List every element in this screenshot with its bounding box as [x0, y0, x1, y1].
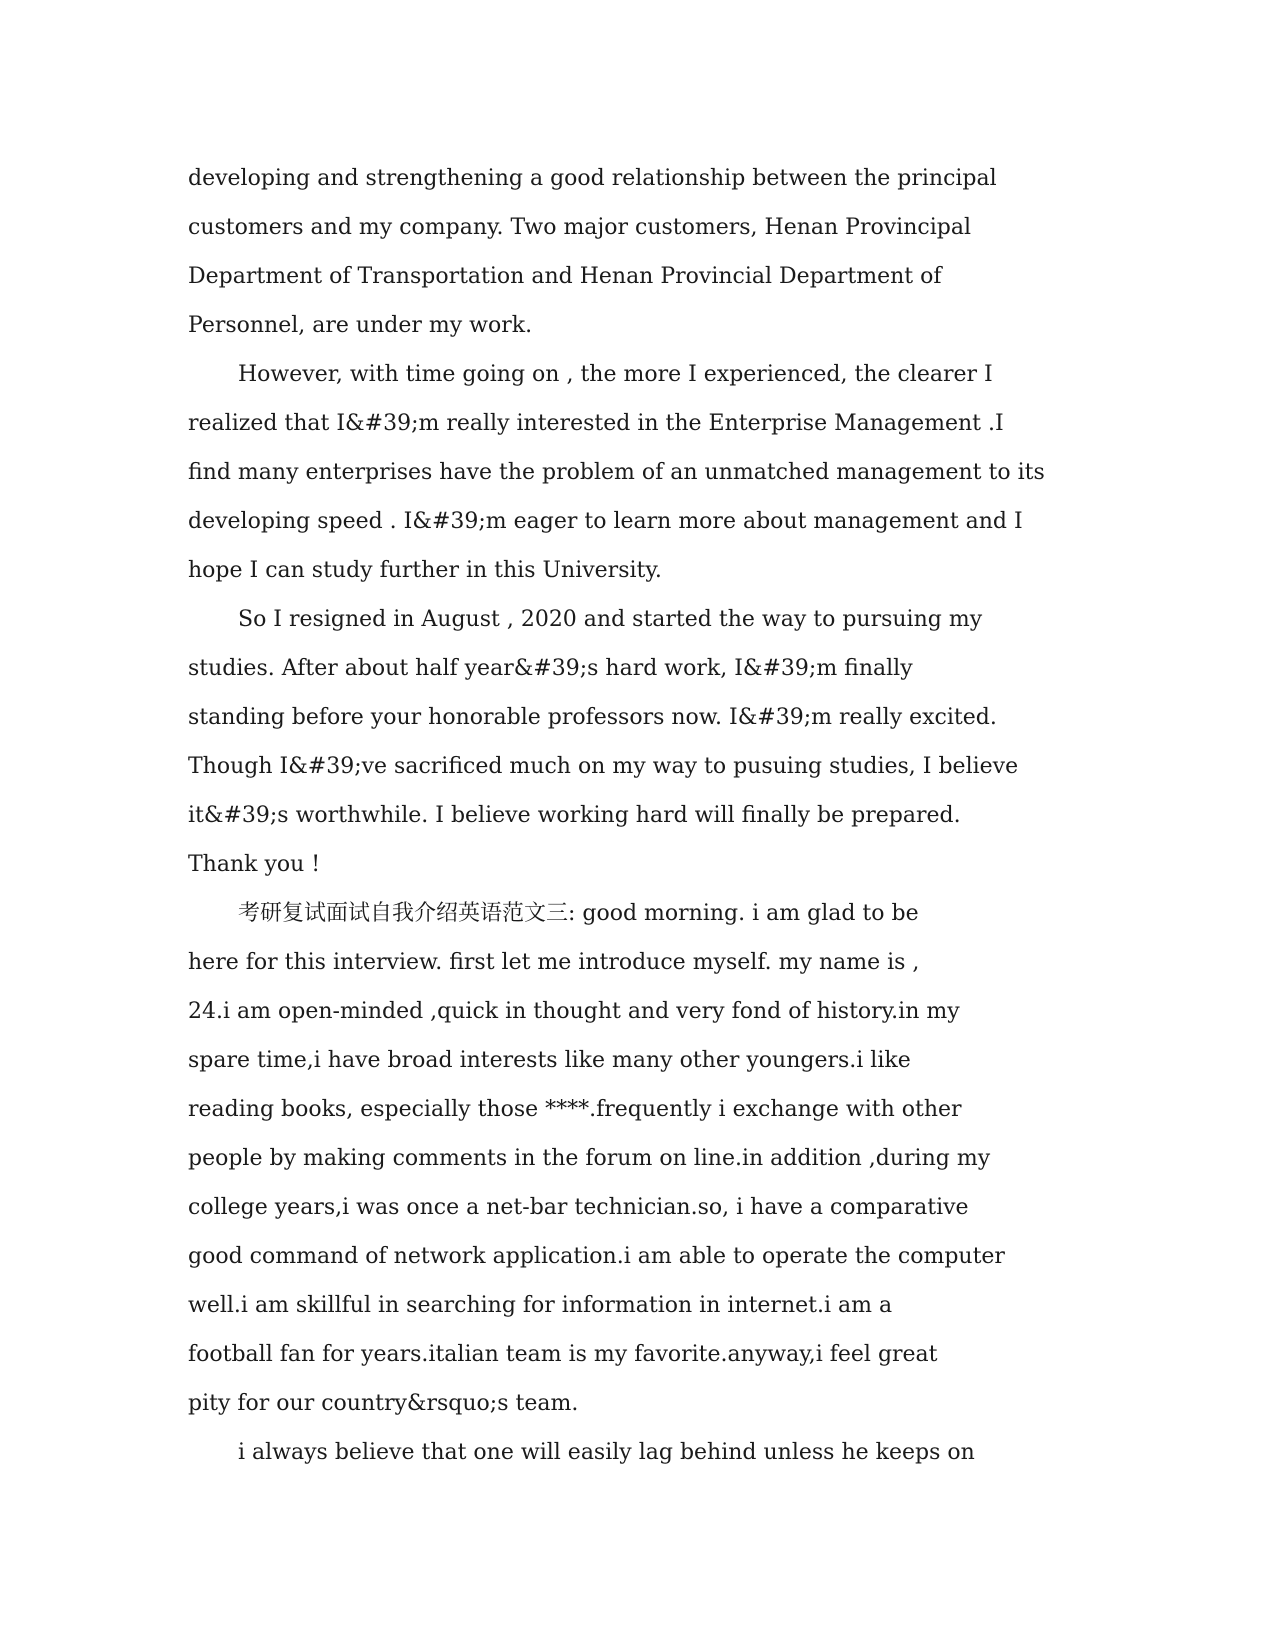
text-line: 24.i am open-minded ,quick in thought and very fond of history.in my [188, 999, 960, 1024]
text-line: However, with time going on , the more I experienced, the clearer I [238, 362, 993, 387]
text-line: hope I can study further in this University. [188, 558, 662, 583]
text-line: pity for our country&rsquo;s team. [188, 1391, 579, 1416]
text-line: here for this interview. first let me introduce myself. my name is , [188, 950, 920, 975]
text-line: football fan for years.italian team is my favorite.anyway,i feel great [188, 1342, 938, 1367]
text-line: So I resigned in August , 2020 and started the way to pursuing my [238, 607, 983, 632]
text-line: developing and strengthening a good relationship between the principal [188, 166, 997, 191]
text-line: Thank you ! [188, 852, 321, 877]
text-line: Personnel, are under my work. [188, 313, 533, 338]
text-line: realized that I&#39;m really interested in the Enterprise Management .I [188, 411, 1004, 436]
text-line: people by making comments in the forum on line.in addition ,during my [188, 1146, 991, 1171]
text-line: college years,i was once a net-bar technician.so, i have a comparative [188, 1195, 969, 1220]
text-line: Department of Transportation and Henan Provincial Department of [188, 264, 942, 289]
text-line: i always believe that one will easily lag behind unless he keeps on [238, 1440, 975, 1465]
text-line: it&#39;s worthwhile. I believe working hard will finally be prepared. [188, 803, 961, 828]
text-line: studies. After about half year&#39;s hard work, I&#39;m finally [188, 656, 913, 681]
text-line: customers and my company. Two major customers, Henan Provincipal [188, 215, 971, 240]
text-line: Though I&#39;ve sacrificed much on my way to pusuing studies, I believe [188, 754, 1019, 779]
text-line: standing before your honorable professors now. I&#39;m really excited. [188, 705, 997, 730]
document-body [188, 154, 1098, 1477]
text-line: developing speed . I&#39;m eager to learn more about management and I [188, 509, 1023, 534]
text-line: spare time,i have broad interests like many other youngers.i like [188, 1048, 911, 1073]
text-line: reading books, especially those ****.frequently i exchange with other [188, 1097, 962, 1122]
text-line: good command of network application.i am able to operate the computer [188, 1244, 1005, 1269]
text-line: 考研复试面试自我介绍英语范文三: good morning. i am glad to be [238, 901, 919, 926]
text-line: find many enterprises have the problem of an unmatched management to its [188, 460, 1045, 485]
text-line: well.i am skillful in searching for information in internet.i am a [188, 1293, 893, 1318]
